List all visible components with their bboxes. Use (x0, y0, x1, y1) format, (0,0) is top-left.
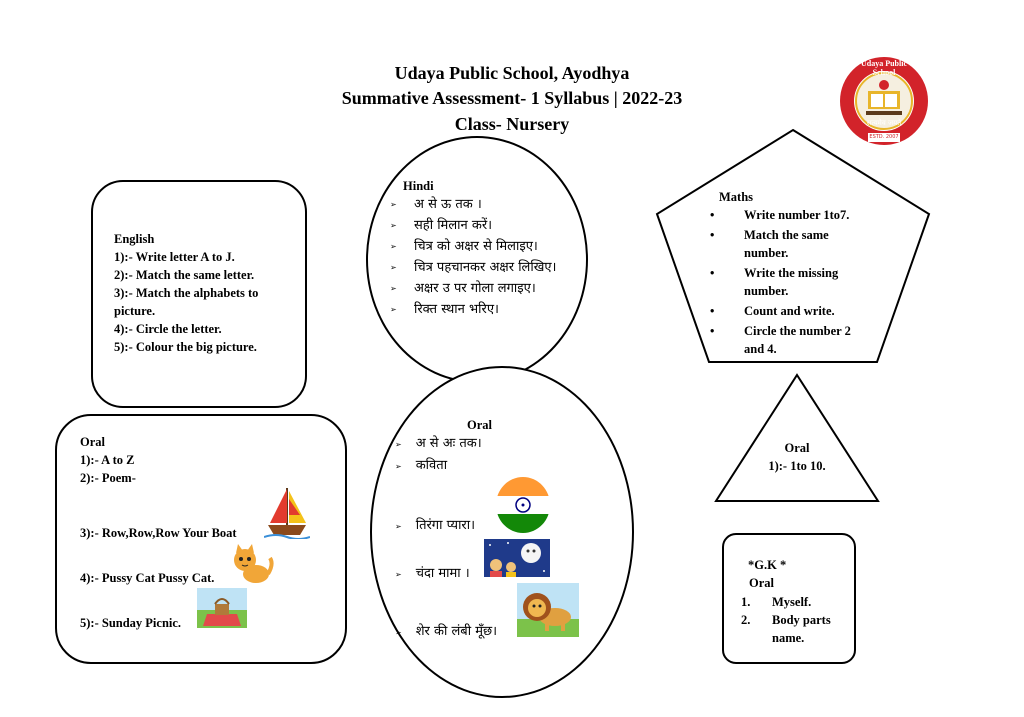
arrow-icon: ➢ (390, 221, 397, 230)
oral-english-item-1: 1):- A to Z (80, 453, 135, 467)
hindi-title: Hindi (403, 179, 434, 193)
oral-hindi-item-5: ➢ शेर की लंबी मूँछ। (395, 624, 498, 639)
arrow-icon: ➢ (395, 628, 402, 637)
arrow-icon: ➢ (395, 570, 402, 579)
bullet-icon: • (710, 228, 715, 242)
oral-hindi-item-4: ➢ चंदा मामा । (395, 566, 470, 581)
cat-image (230, 544, 274, 586)
oral-hindi-item-1: ➢ अ से अः तक। (395, 436, 482, 451)
gk-item-2: Body parts name. (772, 613, 831, 645)
list-item: • Circle the number 2 and 4. (710, 324, 851, 356)
english-item-1: 1):- Write letter A to J. (114, 250, 235, 264)
list-item: ➢ चित्र को अक्षर से मिलाइए। (390, 236, 575, 257)
oral-english-item-4: 4):- Pussy Cat Pussy Cat. (80, 571, 215, 585)
english-item-2: 2):- Match the same letter. (114, 268, 255, 282)
list-item: ➢ चित्र पहचानकर अक्षर लिखिए। (390, 257, 575, 278)
oral-maths-item: 1):- 1to 10. (768, 459, 826, 473)
picnic-image (197, 588, 247, 628)
english-item-4: 4):- Circle the letter. (114, 322, 222, 336)
bullet-icon: • (710, 304, 715, 318)
maths-list (702, 206, 874, 360)
list-item: ➢ अ से ऊ तक । (390, 194, 575, 215)
arrow-icon: ➢ (390, 284, 397, 293)
oral-english-item-3: 3):- Row,Row,Row Your Boat (80, 526, 237, 540)
logo-year: ESTD. 2007 (869, 134, 899, 140)
indian-flag-image (496, 477, 550, 533)
english-section (114, 230, 294, 356)
english-title: English (114, 232, 155, 246)
bullet-icon: • (710, 208, 715, 222)
school-name: Udaya Public School, Ayodhya (394, 63, 630, 83)
arrow-icon: ➢ (395, 462, 402, 471)
moon-image (484, 539, 550, 577)
oral-hindi-item-2: ➢ कविता (395, 458, 448, 473)
oral-maths-triangle (714, 373, 880, 503)
class-title: Class- Nursery (454, 114, 570, 134)
hindi-list (390, 194, 575, 320)
arrow-icon: ➢ (395, 522, 402, 531)
oral-maths-title: Oral (784, 441, 810, 455)
bullet-icon: • (710, 266, 715, 280)
list-item: ➢ सही मिलान करें। (390, 215, 575, 236)
oral-hindi-item-3: ➢ तिरंगा प्यारा। (395, 518, 476, 533)
list-item: • Write number 1to7. (710, 208, 850, 222)
gk-subtitle: Oral (749, 576, 774, 590)
assessment-title: Summative Assessment- 1 Syllabus | 2022-23 (341, 88, 683, 108)
list-item: ➢ अक्षर उ पर गोला लगाइए। (390, 278, 575, 299)
sailboat-image (264, 485, 310, 539)
oral-english-item-5: 5):- Sunday Picnic. (80, 616, 182, 630)
arrow-icon: ➢ (395, 440, 402, 449)
list-item: • Count and write. (710, 304, 835, 318)
list-item: • Match the same number. (710, 228, 829, 260)
arrow-icon: ➢ (390, 305, 397, 314)
list-item: ➢ रिक्त स्थान भरिए। (390, 299, 575, 320)
arrow-icon: ➢ (390, 263, 397, 272)
oral-english-title: Oral (80, 435, 105, 449)
logo-bottom-text: सत्यमेव जयते (866, 119, 902, 127)
arrow-icon: ➢ (390, 200, 397, 209)
lion-image (517, 583, 579, 637)
english-item-3: 3):- Match the alphabets to picture. (114, 286, 259, 318)
oral-hindi-title: Oral (467, 418, 492, 432)
arrow-icon: ➢ (390, 242, 397, 251)
logo-top-text: Udaya Public School (860, 59, 907, 77)
gk-title: *G.K * (748, 558, 787, 572)
gk-item-1: Myself. (772, 595, 812, 609)
oral-english-item-2: 2):- Poem- (80, 471, 136, 485)
english-item-5: 5):- Colour the big picture. (114, 340, 257, 354)
list-item: • Write the missing number. (710, 266, 839, 298)
gk-num-2: 2. (741, 613, 751, 627)
bullet-icon: • (710, 324, 715, 338)
gk-num-1: 1. (741, 595, 751, 609)
maths-title: Maths (719, 190, 754, 204)
